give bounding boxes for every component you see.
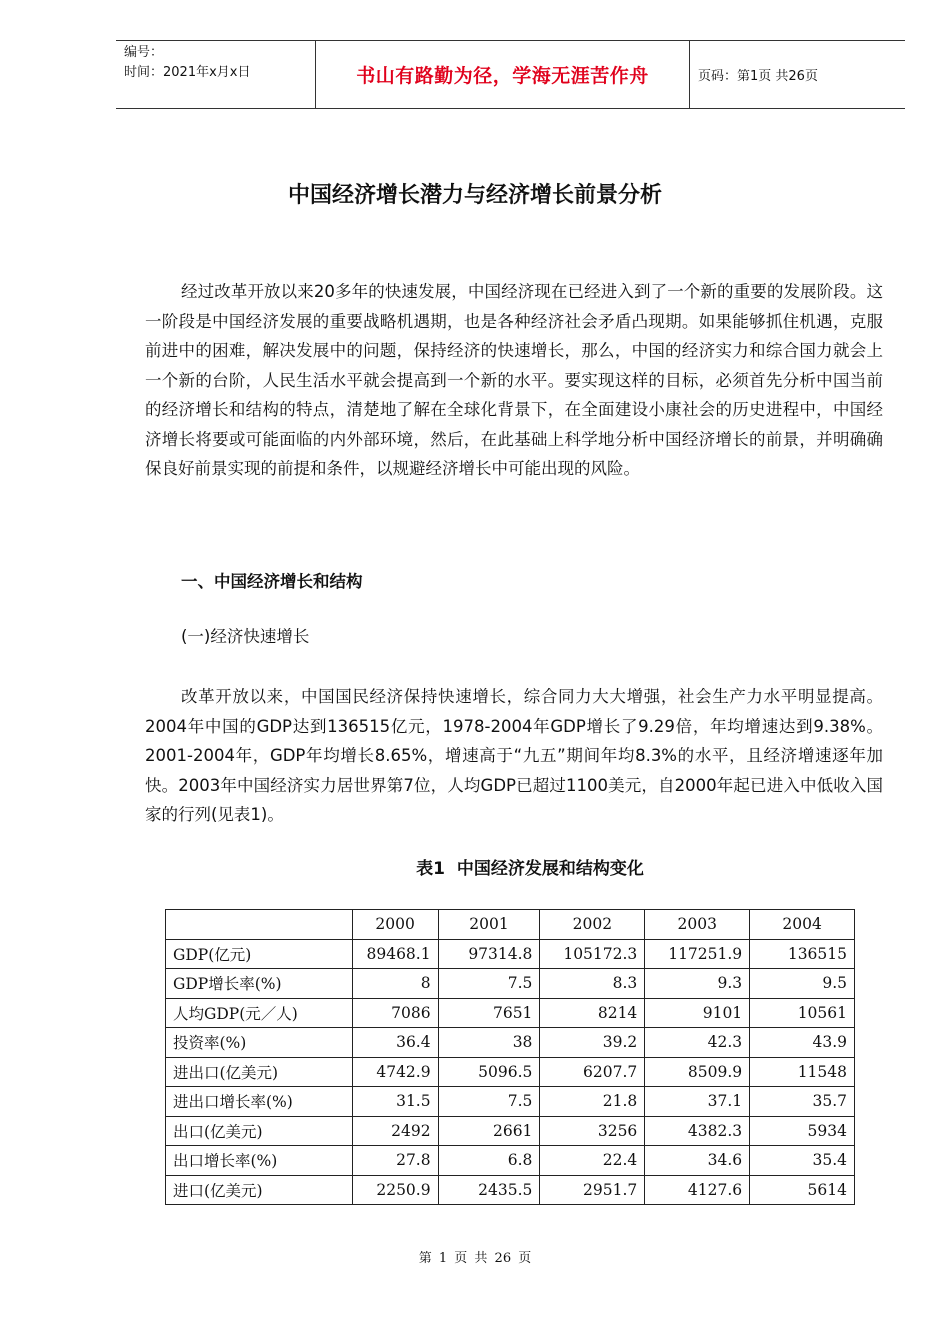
- table-caption: 表1 中国经济发展和结构变化: [416, 859, 644, 879]
- document-time: 时间：2021年x月x日: [124, 65, 251, 80]
- table-cell: 36.4: [352, 1028, 438, 1058]
- row-label: 进口(亿美元): [166, 1175, 353, 1205]
- table-row: [166, 939, 855, 969]
- table-cell: 6207.7: [540, 1057, 645, 1087]
- table-row: [166, 969, 855, 999]
- table-cell: 2951.7: [540, 1175, 645, 1205]
- body-paragraph: 改革开放以来，中国国民经济保持快速增长，综合同力大大增强，社会生产力水平明显提高。2004年中国的GDP达到136515亿元，1978-2004年GDP增长了9.29倍，年均增速达到9.38%。2001-2004年，GDP年均增长8.65%，增速高于“九五”期间年均8.3%的水平，且经济增速逐年加快。2003年中国经济实力居世界第7位，人均GDP已超过1100美元，自2000年起已进入中低收入国家的行列(见表1)。: [145, 687, 883, 824]
- row-label: 进出口(亿美元): [166, 1057, 353, 1087]
- table-row: [166, 1116, 855, 1146]
- table-cell: 39.2: [540, 1028, 645, 1058]
- table-cell: 31.5: [352, 1087, 438, 1117]
- page-footer: 第 1 页 共 26 页: [418, 1251, 532, 1266]
- intro-paragraph: 经过改革开放以来20多年的快速发展，中国经济现在已经进入到了一个新的重要的发展阶段。这一阶段是中国经济发展的重要战略机遇期，也是各种经济社会矛盾凸现期。如果能够抓住机遇，克服前进中的困难，解决发展中的问题，保持经济的快速增长，那么，中国的经济实力和综合国力就会上一个新的台阶，人民生活水平就会提高到一个新的水平。要实现这样的目标，必须首先分析中国当前的经济增长和结构的特点，清楚地了解在全球化背景下，在全面建设小康社会的历史进程中，中国经济增长将要或可能面临的内外部环境，然后，在此基础上科学地分析中国经济增长的前景，并明确确保良好前景实现的前提和条件，以规避经济增长中可能出现的风险。: [145, 282, 883, 478]
- row-label: 出口增长率(%): [166, 1146, 353, 1176]
- table-cell: 7.5: [438, 1087, 540, 1117]
- row-label: GDP增长率(%): [166, 969, 353, 999]
- table-cell: 2250.9: [352, 1175, 438, 1205]
- table-cell: 4127.6: [645, 1175, 750, 1205]
- row-label: 人均GDP(元／人): [166, 998, 353, 1028]
- table-row: [166, 1057, 855, 1087]
- document-title: 中国经济增长潜力与经济增长前景分析: [287, 183, 662, 208]
- table-cell: 43.9: [750, 1028, 855, 1058]
- header-divider: [689, 41, 690, 108]
- serial-number: 编号：: [124, 45, 164, 60]
- year-header: 2003: [645, 910, 750, 940]
- table-cell: 35.4: [750, 1146, 855, 1176]
- table-cell: 97314.8: [438, 939, 540, 969]
- page-header: [116, 40, 905, 109]
- table-cell: 8509.9: [645, 1057, 750, 1087]
- year-header: 2002: [540, 910, 645, 940]
- header-meta: [124, 43, 250, 83]
- table-cell: 105172.3: [540, 939, 645, 969]
- year-header: 2004: [750, 910, 855, 940]
- year-header: 2000: [352, 910, 438, 940]
- table-cell: 4742.9: [352, 1057, 438, 1087]
- table-row: [166, 1087, 855, 1117]
- table-cell: 27.8: [352, 1146, 438, 1176]
- table-cell: 3256: [540, 1116, 645, 1146]
- table-corner-cell: [166, 910, 353, 940]
- row-label: 投资率(%): [166, 1028, 353, 1058]
- table-row: [166, 998, 855, 1028]
- table-cell: 9.5: [750, 969, 855, 999]
- table-cell: 7086: [352, 998, 438, 1028]
- table-cell: 117251.9: [645, 939, 750, 969]
- table-cell: 5614: [750, 1175, 855, 1205]
- table-cell: 10561: [750, 998, 855, 1028]
- table-row: [166, 1175, 855, 1205]
- table-cell: 2492: [352, 1116, 438, 1146]
- table-cell: 5096.5: [438, 1057, 540, 1087]
- table-cell: 6.8: [438, 1146, 540, 1176]
- table-row: [166, 1028, 855, 1058]
- table-cell: 8.3: [540, 969, 645, 999]
- table-cell: 8214: [540, 998, 645, 1028]
- table-cell: 4382.3: [645, 1116, 750, 1146]
- section-heading: 一、中国经济增长和结构: [181, 572, 363, 591]
- table-cell: 21.8: [540, 1087, 645, 1117]
- year-header: 2001: [438, 910, 540, 940]
- table-header-row: [166, 910, 855, 940]
- row-label: 进出口增长率(%): [166, 1087, 353, 1117]
- table-cell: 37.1: [645, 1087, 750, 1117]
- row-label: GDP(亿元): [166, 939, 353, 969]
- table-cell: 35.7: [750, 1087, 855, 1117]
- table-cell: 7.5: [438, 969, 540, 999]
- table-cell: 38: [438, 1028, 540, 1058]
- table-cell: 7651: [438, 998, 540, 1028]
- row-label: 出口(亿美元): [166, 1116, 353, 1146]
- table-cell: 2661: [438, 1116, 540, 1146]
- header-motto: 书山有路勤为径，学海无涯苦作舟: [356, 65, 649, 87]
- header-page-info: 页码：第1页 共26页: [698, 69, 818, 84]
- table-cell: 42.3: [645, 1028, 750, 1058]
- table-cell: 34.6: [645, 1146, 750, 1176]
- table-cell: 22.4: [540, 1146, 645, 1176]
- table-cell: 136515: [750, 939, 855, 969]
- subsection-heading: (一)经济快速增长: [181, 627, 310, 646]
- table-row: [166, 1146, 855, 1176]
- table-cell: 2435.5: [438, 1175, 540, 1205]
- economic-data-table: [165, 909, 855, 1205]
- table-cell: 89468.1: [352, 939, 438, 969]
- table-cell: 5934: [750, 1116, 855, 1146]
- table-cell: 9.3: [645, 969, 750, 999]
- table-cell: 11548: [750, 1057, 855, 1087]
- table-cell: 8: [352, 969, 438, 999]
- table-cell: 9101: [645, 998, 750, 1028]
